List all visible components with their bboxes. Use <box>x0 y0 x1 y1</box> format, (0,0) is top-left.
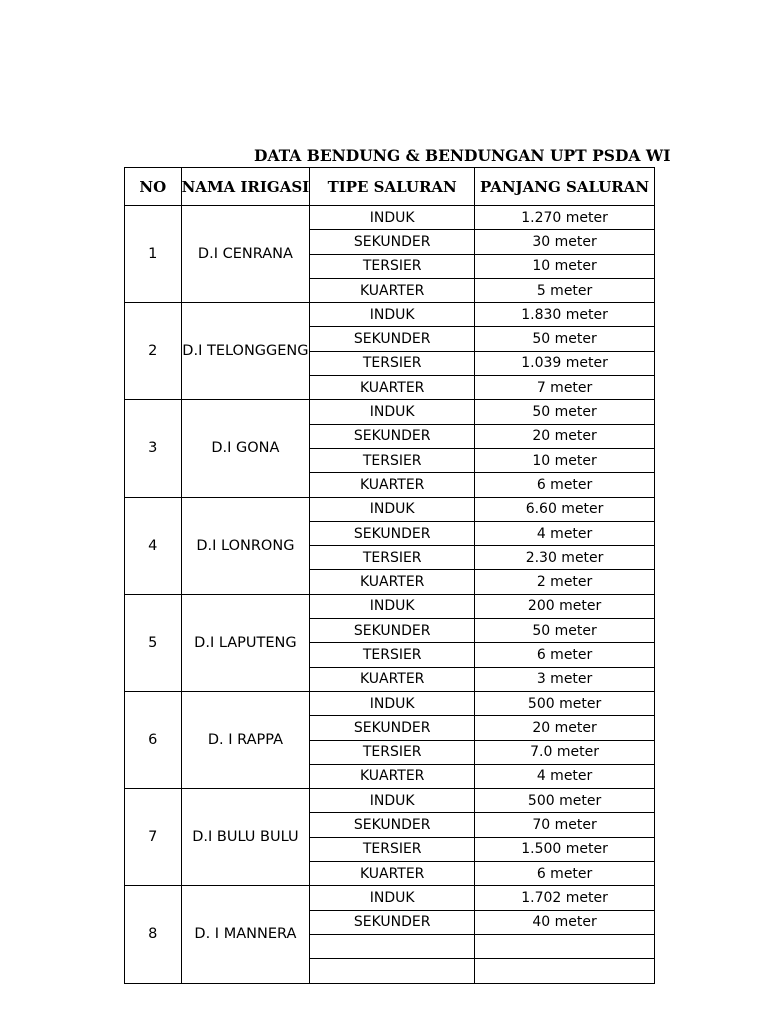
table-row <box>125 206 655 230</box>
channel-type: SEKUNDER <box>310 910 475 934</box>
channel-length: 30 meter <box>475 230 655 254</box>
table-row <box>125 594 655 618</box>
channel-length: 200 meter <box>475 594 655 618</box>
channel-length: 40 meter <box>475 910 655 934</box>
channel-type: INDUK <box>310 400 475 424</box>
channel-length: 1.500 meter <box>475 837 655 861</box>
channel-length: 7 meter <box>475 376 655 400</box>
channel-type: KUARTER <box>310 764 475 788</box>
channel-length: 50 meter <box>475 327 655 351</box>
irrigation-name: D.I BULU BULU <box>181 789 310 886</box>
row-number: 8 <box>125 886 182 983</box>
channel-length: 10 meter <box>475 448 655 472</box>
channel-length: 6.60 meter <box>475 497 655 521</box>
channel-length: 500 meter <box>475 789 655 813</box>
channel-length: 70 meter <box>475 813 655 837</box>
channel-length: 1.039 meter <box>475 351 655 375</box>
channel-type: INDUK <box>310 206 475 230</box>
irrigation-name: D.I TELONGGENG <box>181 303 310 400</box>
channel-length-empty <box>475 959 655 983</box>
channel-length: 5 meter <box>475 278 655 302</box>
channel-type: KUARTER <box>310 376 475 400</box>
channel-type: TERSIER <box>310 254 475 278</box>
channel-type: TERSIER <box>310 837 475 861</box>
table-body <box>125 206 655 984</box>
channel-type: SEKUNDER <box>310 521 475 545</box>
channel-type: SEKUNDER <box>310 424 475 448</box>
channel-type: KUARTER <box>310 570 475 594</box>
channel-type: SEKUNDER <box>310 813 475 837</box>
row-number: 6 <box>125 691 182 788</box>
header-nama-irigasi: NAMA IRIGASI <box>181 168 310 206</box>
channel-type: INDUK <box>310 691 475 715</box>
channel-type: KUARTER <box>310 667 475 691</box>
row-number: 1 <box>125 206 182 303</box>
channel-length: 20 meter <box>475 716 655 740</box>
channel-length: 2 meter <box>475 570 655 594</box>
row-number: 5 <box>125 594 182 691</box>
channel-type: SEKUNDER <box>310 619 475 643</box>
row-number: 4 <box>125 497 182 594</box>
channel-type: SEKUNDER <box>310 327 475 351</box>
header-panjang-saluran: PANJANG SALURAN <box>475 168 655 206</box>
channel-type: KUARTER <box>310 278 475 302</box>
irrigation-name: D.I CENRANA <box>181 206 310 303</box>
table-row <box>125 303 655 327</box>
row-number: 2 <box>125 303 182 400</box>
channel-type: TERSIER <box>310 448 475 472</box>
table-row <box>125 886 655 910</box>
row-number: 3 <box>125 400 182 497</box>
irrigation-name: D.I LAPUTENG <box>181 594 310 691</box>
channel-type: SEKUNDER <box>310 716 475 740</box>
channel-length: 4 meter <box>475 764 655 788</box>
channel-length: 20 meter <box>475 424 655 448</box>
channel-length: 500 meter <box>475 691 655 715</box>
table-row <box>125 400 655 424</box>
document-title: DATA BENDUNG & BENDUNGAN UPT PSDA WI <box>254 146 671 165</box>
channel-type: TERSIER <box>310 740 475 764</box>
channel-length: 4 meter <box>475 521 655 545</box>
irrigation-name: D.I GONA <box>181 400 310 497</box>
channel-type-empty <box>310 934 475 958</box>
channel-length: 6 meter <box>475 473 655 497</box>
channel-length: 1.270 meter <box>475 206 655 230</box>
channel-type-empty <box>310 959 475 983</box>
channel-length: 1.830 meter <box>475 303 655 327</box>
channel-length: 10 meter <box>475 254 655 278</box>
spreadsheet-area <box>124 167 655 943</box>
channel-length: 50 meter <box>475 619 655 643</box>
channel-length: 1.702 meter <box>475 886 655 910</box>
channel-length: 50 meter <box>475 400 655 424</box>
channel-length: 6 meter <box>475 643 655 667</box>
table-row <box>125 497 655 521</box>
channel-type: KUARTER <box>310 473 475 497</box>
channel-type: KUARTER <box>310 862 475 886</box>
irrigation-name: D.I LONRONG <box>181 497 310 594</box>
header-tipe-saluran: TIPE SALURAN <box>310 168 475 206</box>
channel-length: 3 meter <box>475 667 655 691</box>
channel-length: 6 meter <box>475 862 655 886</box>
channel-type: INDUK <box>310 789 475 813</box>
table-row <box>125 789 655 813</box>
channel-type: INDUK <box>310 594 475 618</box>
channel-type: TERSIER <box>310 351 475 375</box>
irrigation-name: D. I RAPPA <box>181 691 310 788</box>
channel-length-empty <box>475 934 655 958</box>
channel-type: INDUK <box>310 497 475 521</box>
channel-type: INDUK <box>310 303 475 327</box>
channel-type: SEKUNDER <box>310 230 475 254</box>
table-row <box>125 691 655 715</box>
channel-length: 7.0 meter <box>475 740 655 764</box>
row-number: 7 <box>125 789 182 886</box>
channel-type: TERSIER <box>310 546 475 570</box>
channel-length: 2.30 meter <box>475 546 655 570</box>
channel-type: INDUK <box>310 886 475 910</box>
channel-type: TERSIER <box>310 643 475 667</box>
header-row <box>125 168 655 206</box>
header-no: NO <box>125 168 182 206</box>
irrigation-table <box>124 167 655 984</box>
irrigation-name: D. I MANNERA <box>181 886 310 983</box>
